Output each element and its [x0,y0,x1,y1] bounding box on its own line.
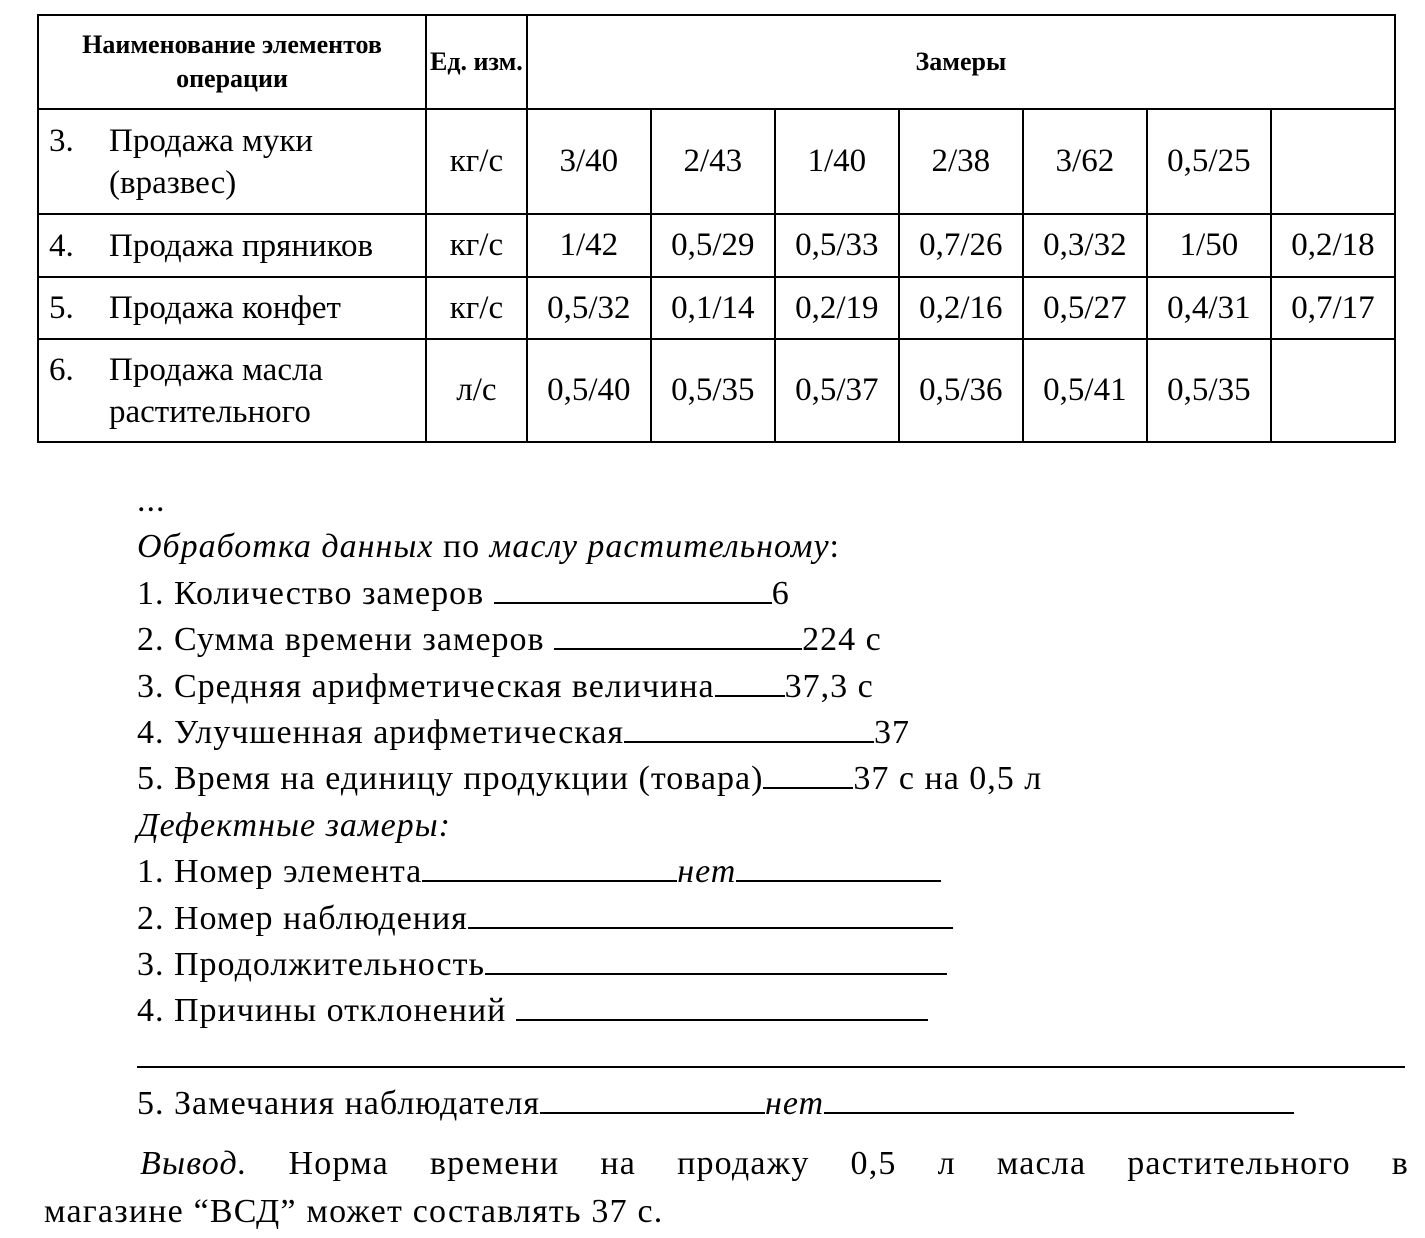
fill-line [137,1038,1405,1068]
processing-title [137,524,1407,570]
table-row [38,214,1395,277]
measurement-cell: 1/40 [775,109,899,214]
title-part: маслу растительному [489,528,830,566]
header-measurements: Замеры [527,15,1395,109]
item-value: 224 с [802,621,882,659]
row-unit: кг/с [426,214,527,277]
fill-line [624,713,874,743]
measurement-cell [1271,109,1395,214]
row-name: Продажа муки (вразвес) [109,122,314,201]
measurement-cell: 0,5/29 [651,214,775,277]
row-name: Продажа пряников [109,227,374,264]
item-label: 2. Сумма времени замеров [137,621,555,659]
measurements-table [37,14,1396,443]
item-label: 3. Средняя арифметическая величина [137,667,715,705]
header-unit: Ед. изм. [426,15,527,109]
defect-continuation [137,1035,1407,1081]
title-part: по [433,528,490,566]
measurement-cell: 0,5/37 [775,339,899,442]
measurement-cell: 0,5/32 [527,277,651,339]
item-value: 37 [874,713,911,751]
measurement-cell: 3/62 [1023,109,1147,214]
measurement-cell: 0,5/41 [1023,339,1147,442]
row-name-cell [38,277,426,339]
defect-item [137,896,1407,942]
fill-line [540,1084,765,1114]
measurement-cell: 0,7/26 [899,214,1023,277]
item-label: 5. Замечания наблюдателя [137,1085,541,1123]
measurement-cell: 2/38 [899,109,1023,214]
processing-section [137,478,1407,1127]
processing-item [137,664,1407,710]
item-label: 3. Продолжительность [137,945,485,983]
measurement-cell: 0,5/25 [1147,109,1271,214]
table-row [38,109,1395,214]
item-value: нет [765,1085,825,1123]
measurement-cell: 1/42 [527,214,651,277]
header-name: Наименование элементов операции [38,15,426,109]
measurement-cell: 1/50 [1147,214,1271,277]
item-label: 4. Улучшенная арифметическая [137,713,625,751]
row-name-cell [38,109,426,214]
conclusion [44,1140,1409,1236]
measurement-cell: 0,3/32 [1023,214,1147,277]
fill-line [516,991,928,1021]
measurement-cell: 0,2/18 [1271,214,1395,277]
table-row [38,277,1395,339]
defects-title [137,803,1407,849]
measurement-cell: 0,5/33 [775,214,899,277]
fill-line [736,852,941,882]
fill-line [824,1084,1294,1114]
item-label: 1. Количество замеров [137,574,494,612]
item-label: 4. Причины отклонений [137,992,516,1030]
measurement-cell: 0,5/40 [527,339,651,442]
fill-line [494,574,772,604]
row-number: 3. [49,122,74,159]
measurement-cell [1271,339,1395,442]
measurement-cell: 2/43 [651,109,775,214]
item-value: 37 с на 0,5 л [853,760,1043,798]
fill-line [715,667,785,697]
row-unit: кг/с [426,277,527,339]
fill-line [422,852,677,882]
measurement-cell: 0,1/14 [651,277,775,339]
processing-item [137,617,1407,663]
row-unit: л/с [426,339,527,442]
measurement-cell: 0,2/19 [775,277,899,339]
row-name-cell [38,214,426,277]
table-row [38,339,1395,442]
row-name: Продажа конфет [109,290,341,326]
item-label: 5. Время на единицу продукции (товара) [137,760,764,798]
fill-line [554,620,802,650]
conclusion-label: Вывод. [140,1145,248,1182]
defect-item [137,1081,1407,1127]
row-name: Продажа масла растительного [109,351,324,430]
title-part: Обработка данных [137,528,434,566]
defect-item [137,988,1407,1034]
measurement-cell: 0,5/35 [1147,339,1271,442]
item-value: 6 [771,574,790,612]
processing-item [137,571,1407,617]
fill-line [485,945,947,975]
measurement-cell: 0,7/17 [1271,277,1395,339]
item-value: 37,3 с [784,667,874,705]
measurement-cell: 0,5/27 [1023,277,1147,339]
defect-item [137,942,1407,988]
conclusion-line: магазине “ВСД” может составлять 37 с. [44,1193,664,1230]
conclusion-line [44,1140,1409,1188]
item-value: нет [677,853,737,891]
measurement-cell: 0,4/31 [1147,277,1271,339]
row-name-cell [38,339,426,442]
row-unit: кг/с [426,109,527,214]
conclusion-text: Норма времени на продажу 0,5 л масла растительного в [247,1145,1409,1182]
measurement-cell: 3/40 [527,109,651,214]
item-label: 1. Номер элемента [137,853,423,891]
processing-item [137,710,1407,756]
measurement-cell: 0,2/16 [899,277,1023,339]
measurement-cell: 0,5/36 [899,339,1023,442]
processing-item [137,756,1407,802]
row-number: 4. [49,227,74,264]
defects-title-text: Дефектные замеры: [137,806,452,844]
fill-line [763,759,853,789]
ellipsis: ... [137,482,166,519]
defect-item [137,849,1407,895]
row-number: 5. [49,290,74,326]
fill-line [468,899,953,929]
item-label: 2. Номер наблюдения [137,899,468,937]
measurement-cell: 0,5/35 [651,339,775,442]
row-number: 6. [49,351,74,388]
title-part: : [829,528,840,566]
